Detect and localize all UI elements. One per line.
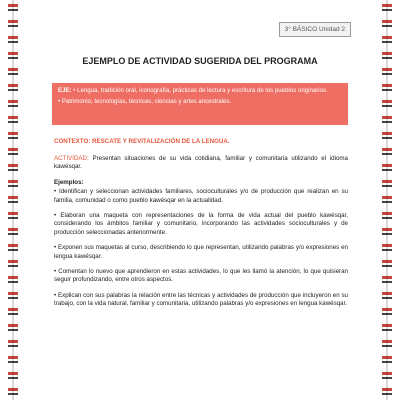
ejemplo-item-4: • Comentan lo nuevo que aprendieron en estas actividades, lo que les llamó la atención, lo que quisieran seguir profundizando, entre otros aspectos. [54, 268, 348, 284]
actividad-label: ACTIVIDAD: [54, 155, 89, 163]
ejemplo-item-5: • Explican con sus palabras la relación entre las técnicas y actividades de producción que incluyeron en su trabajo, con la vida natural, familiar y comunitaria, utilizando palabras y/o expresiones en lengua kawésqar. [54, 292, 348, 308]
page-title: EJEMPLO DE ACTIVIDAD SUGERIDA DEL PROGRAMA [82, 56, 318, 66]
eje-box [52, 83, 348, 125]
content-body [54, 138, 348, 316]
actividad-paragraph [54, 155, 348, 171]
contexto-heading: CONTEXTO: RESCATE Y REVITALIZACIÓN DE LA LENGUA. [54, 138, 230, 145]
unit-badge: 3° BÁSICO Unidad 2 [279, 22, 351, 37]
ejemplo-item-2: • Elaboran una maqueta con representaciones de la forma de vida actual del pueblo kawésqar, considerando los ámbitos familiar y comunitario, incorporando las actividades socioculturales y de producción seleccionadas anteriormente. [54, 212, 348, 236]
eje-line-1 [58, 87, 342, 95]
ejemplo-item-3: • Exponen sus maquetas al curso, describiendo lo que representan, utilizando palabras y/o expresiones en lengua kawésqar. [54, 244, 348, 260]
eje-label: EJE: [58, 87, 72, 94]
ejemplos-heading: Ejemplos: [54, 179, 84, 187]
eje-text-1: • Lengua, tradición oral, iconografía, prácticas de lectura y escritura de los pueblos originarios. [73, 87, 328, 94]
ejemplo-item-1: • Identifican y seleccionan actividades familiares, socioculturales y/o de producción que realizan en su familia, comunidad o como pueblo kawésqar en la actualidad. [54, 188, 348, 204]
actividad-text: Presentan situaciones de su vida cotidiana, familiar y comunitaria utilizando el idioma kawésqar. [54, 155, 348, 171]
eje-line-2: • Patrimonio, tecnologías, técnicas, ciencias y artes ancestrales. [58, 98, 232, 105]
